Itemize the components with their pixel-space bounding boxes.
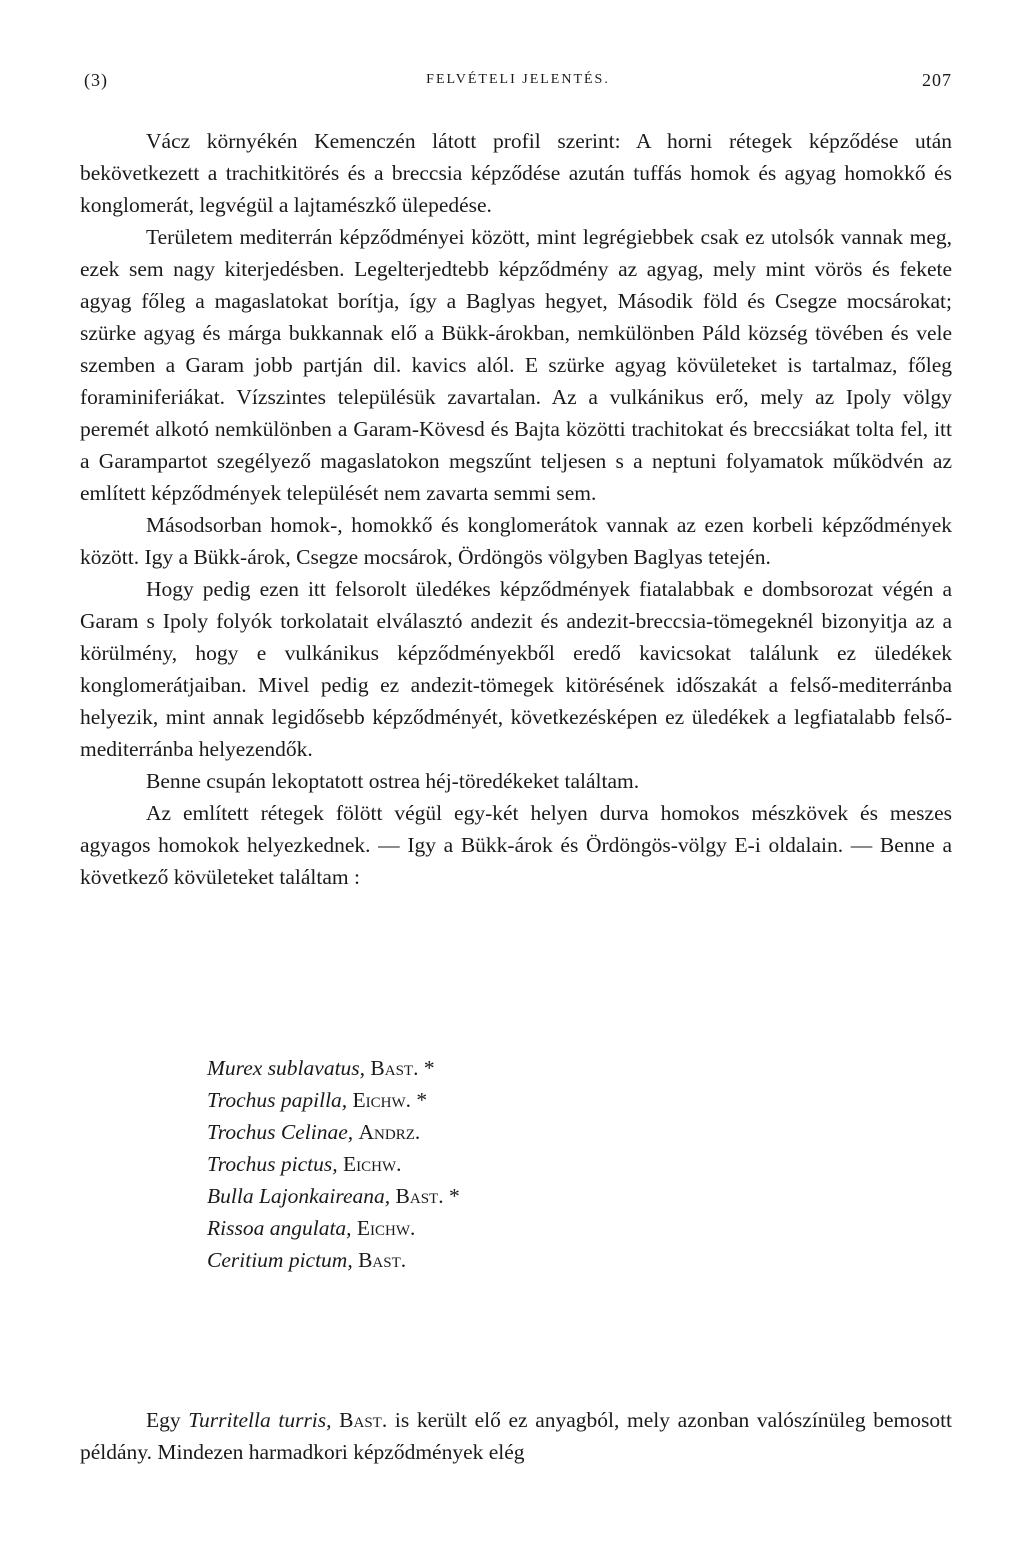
closing-text xyxy=(80,1404,952,1468)
fossil-item: Ceritium pictum, Bast. xyxy=(207,1248,407,1272)
fossil-item: Rissoa angulata, Eichw. xyxy=(207,1216,416,1240)
paragraph-4: Hogy pedig ezen itt felsorolt üledékes képződmények fiatalabbak e dombsorozat végén a Garam s Ipoly folyók torkolatait elválasztó andezit és andezit-breccsia-tömegeknél bizonyitja az a körülmény, hogy e vulkánikus képződményekből eredő kavicsokat találunk ez üledékek konglomerátjaiban. Mivel pedig ez andezit-tömegek kitörésének időszakát a felső-mediterránba helyezik, mint annak legidősebb képződményét, következésképen ez üledékek a legfiatalabb felső-mediterránba helyezendők. xyxy=(80,577,952,761)
fossil-item: Trochus pictus, Eichw. xyxy=(207,1152,402,1176)
author-name: Bast. xyxy=(339,1408,388,1432)
fossil-item: Murex sublavatus, Bast. * xyxy=(207,1056,435,1080)
species-name: Turritella turris, xyxy=(188,1408,332,1432)
running-header xyxy=(84,70,952,100)
fossil-list xyxy=(207,1052,907,1276)
paragraph-5: Benne csupán lekoptatott ostrea héj-töredékeket találtam. xyxy=(146,769,640,793)
chapter-marker: (3) xyxy=(84,70,108,90)
fossil-item: Trochus papilla, Eichw. * xyxy=(207,1088,428,1112)
paragraph-2: Területem mediterrán képződményei között, mint legrégiebbek csak ez utolsók vannak meg, ezek sem nagy kiterjedésben. Legelterjedtebb képződmény az agyag, mely mint vörös és fekete agyag főleg a magaslatokat borítja, így a Baglyas hegyet, Második föld és Csegze mocsárokat; szürke agyag és márga bukkannak elő a Bükk-árokban, nemkülönben Páld község tövében és vele szemben a Garam jobb partján dil. kavics alól. E szürke agyag kövületeket is tartalmaz, főleg foraminiferiákat. Vízszintes településük zavartalan. Az a vulkánikus erő, mely az Ipoly völgy peremét alkotó nemkülönben a Garam-Kövesd és Bajta közötti trachitokat és breccsiákat tolta fel, itt a Garampartot szegélyező magaslatokon megszűnt teljesen s a neptuni folyamatok működvén az említett képződmények települését nem zavarta semmi sem. xyxy=(80,225,952,505)
asterisk-mark: * xyxy=(448,1184,460,1208)
fossil-item: Trochus Celinae, Andrz. xyxy=(207,1120,421,1144)
paragraph-1: Vácz környékén Kemenczén látott profil szerint: A horni rétegek képződése után bekövetkezett a trachitkitörés és a breccsia képződése azután tuffás homok és agyag homokkő és konglomerát, legvégül a lajtamészkő ülepedése. xyxy=(80,129,952,217)
fossil-item: Bulla Lajonkaireana, Bast. * xyxy=(207,1184,460,1208)
page-number: 207 xyxy=(922,70,952,90)
asterisk-mark: * xyxy=(416,1088,428,1112)
asterisk-mark: * xyxy=(423,1056,435,1080)
paragraph-6: Az említett rétegek fölött végül egy-két helyen durva homokos mészkövek és meszes agyagos homokok helyezkednek. — Igy a Bükk-árok és Ördöngös-völgy E-i oldalain. — Benne a következő kövületeket találtam : xyxy=(80,801,952,889)
body-text xyxy=(80,125,952,893)
running-title: FELVÉTELI JELENTÉS. xyxy=(426,72,610,87)
paragraph-3: Másodsorban homok-, homokkő és konglomerátok vannak az ezen korbeli képződmények között. Igy a Bükk-árok, Csegze mocsárok, Ördöngös völgyben Baglyas tetején. xyxy=(80,513,952,569)
closing-paragraph: Egy Turritella turris, Bast. is került elő ez anyagból, mely azonban valószínüleg bemosott példány. Mindezen harmadkori képződmények elég xyxy=(80,1408,953,1464)
